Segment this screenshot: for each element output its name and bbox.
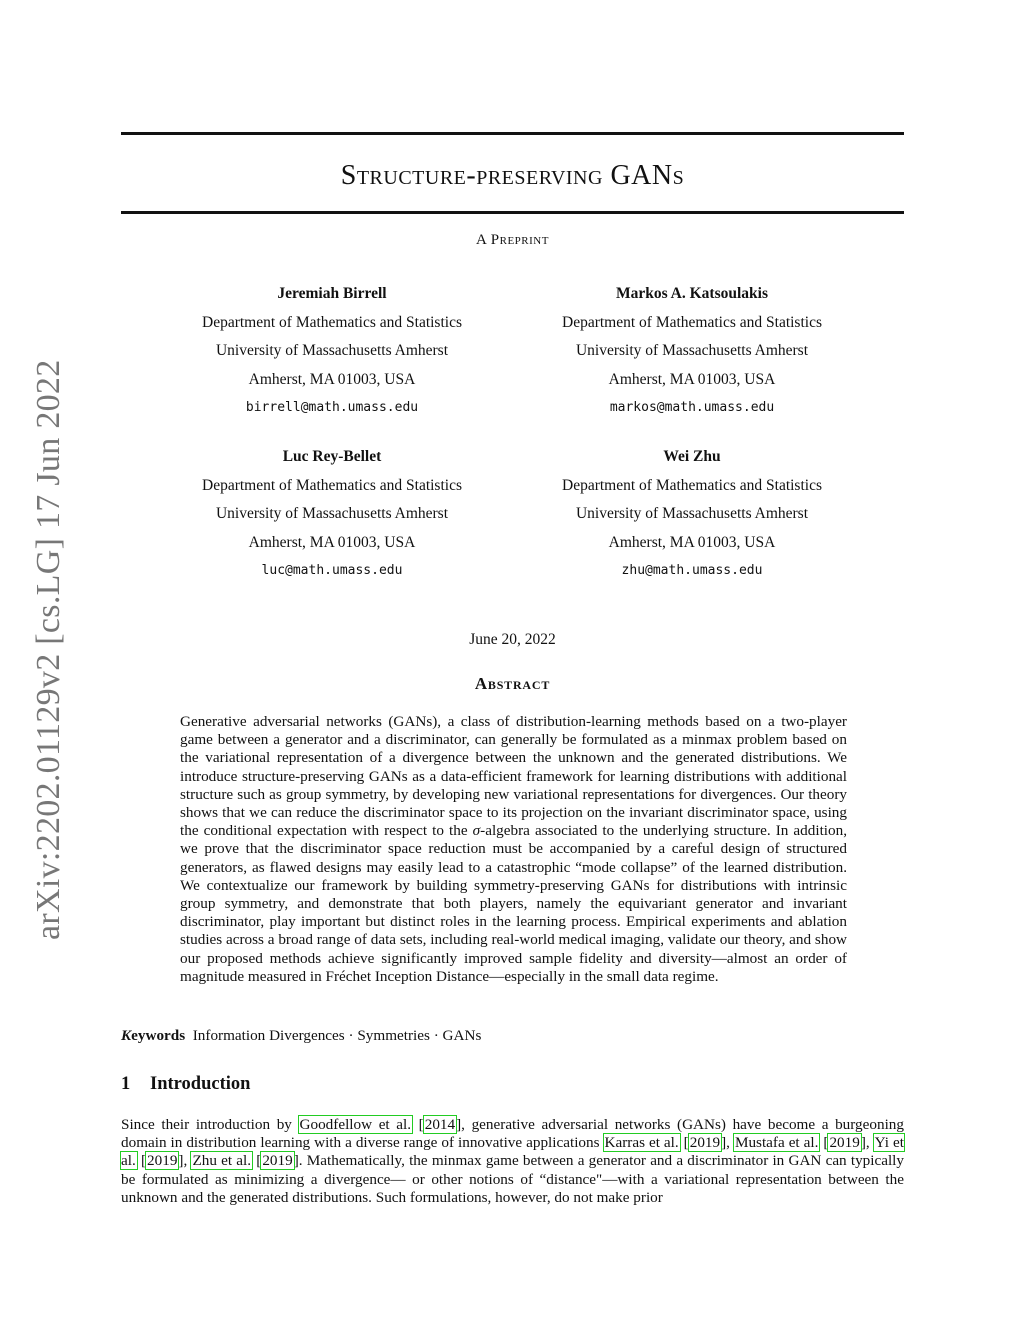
citation-link[interactable]: Mustafa et al.	[734, 1134, 819, 1152]
author-university: University of Massachusetts Amherst	[575, 505, 809, 522]
title-rule-top	[121, 132, 904, 135]
keywords-label: Keywords	[121, 1027, 186, 1044]
citation-year-link[interactable]: 2014	[424, 1116, 456, 1133]
author-email[interactable]: birrell@math.umass.edu	[245, 400, 419, 415]
citation-link[interactable]: Goodfellow et al.	[299, 1116, 412, 1133]
citation-year-link[interactable]: 2019	[689, 1134, 721, 1152]
paper-title: Structure-preserving GANs	[340, 160, 685, 191]
author-address: Amherst, MA 01003, USA	[248, 533, 416, 551]
citation-year-link[interactable]: 2019	[262, 1152, 293, 1170]
author-university: University of Massachusetts Amherst	[215, 342, 449, 359]
author-name: Wei Zhu	[663, 448, 721, 465]
keywords-line	[121, 1027, 904, 1045]
author-block	[162, 280, 502, 423]
sigma-symbol: σ	[472, 822, 481, 840]
author-department: Department of Mathematics and Statistics	[562, 313, 822, 331]
author-email[interactable]: luc@math.umass.edu	[261, 563, 403, 578]
paper-date: June 20, 2022	[469, 631, 556, 648]
keywords-text: Information Divergences · Symmetries · GANs	[192, 1027, 482, 1044]
arxiv-id-stamp: arXiv:2202.01129v2 [cs.LG] 17 Jun 2022	[30, 359, 67, 940]
author-name: Jeremiah Birrell	[277, 285, 387, 302]
citation-link[interactable]: Karras et al.	[604, 1134, 679, 1152]
preprint-label: A Preprint	[476, 232, 549, 248]
author-address: Amherst, MA 01003, USA	[248, 370, 416, 388]
author-address: Amherst, MA 01003, USA	[608, 533, 776, 551]
author-email[interactable]: zhu@math.umass.edu	[621, 563, 763, 578]
author-email[interactable]: markos@math.umass.edu	[609, 400, 775, 415]
author-department: Department of Mathematics and Statistics	[202, 476, 462, 494]
citation-link[interactable]: Zhu et al.	[192, 1152, 252, 1170]
author-university: University of Massachusetts Amherst	[575, 342, 809, 359]
author-block	[522, 280, 862, 423]
author-address: Amherst, MA 01003, USA	[608, 370, 776, 388]
citation-year-link[interactable]: 2019	[829, 1134, 860, 1152]
citation-link[interactable]: Yi et al.	[121, 1134, 904, 1170]
author-name: Luc Rey-Bellet	[282, 448, 382, 465]
author-university: University of Massachusetts Amherst	[215, 505, 449, 522]
citation-year-link[interactable]: 2019	[147, 1152, 178, 1170]
section-heading-introduction: 1 Introduction	[121, 1074, 251, 1094]
author-block	[162, 443, 502, 586]
author-name: Markos A. Katsoulakis	[615, 285, 768, 302]
author-department: Department of Mathematics and Statistics	[562, 476, 822, 494]
author-department: Department of Mathematics and Statistics	[202, 313, 462, 331]
abstract-heading: Abstract	[474, 674, 551, 693]
introduction-body: Since their introduction by Goodfellow et al. [2014], generative adversarial networks (GANs) have become a burgeoning domain in distribution learning with a diverse range of innovative applications Karras et al. [2019], Mustafa et al. [2019], Yi et al. [2019], Zhu et al. [2019]. Mathematically, the minmax game between a generator and a discriminator in GAN can typically be formulated as minimizing a divergence— or other notions of “distance"—with a variational representation between the unknown and the generated distributions. Such formulations, however, do not make prior	[121, 1116, 904, 1206]
title-rule-bottom	[121, 211, 904, 214]
abstract-body: Generative adversarial networks (GANs), a class of distribution-learning methods based on a two-player game between a generator and a discriminator, can generally be formulated as a minmax problem based on the variational representation of a divergence between the unknown and the generated distributions. We introduce structure-preserving GANs as a data-efficient framework for learning distributions with additional structure such as group symmetry, by developing new variational representations for divergences. Our theory shows that we can reduce the discriminator space to its projection on the invariant discriminator space, using the conditional expectation with respect to the σ-algebra associated to the underlying structure. In addition, we prove that the discriminator space reduction must be accompanied by a careful design of structured generators, as flawed designs may easily lead to a catastrophic “mode collapse” of the learned distribution. We contextualize our framework by building symmetry-preserving GANs for distributions with intrinsic group symmetry, and demonstrate that both players, namely the equivariant generator and invariant discriminator, play important but distinct roles in the learning process. Empirical experiments and ablation studies across a broad range of data sets, including real-world medical imaging, validate our theory, and show our proposed methods achieve significantly improved sample fidelity and diversity—almost an order of magnitude measured in Fréchet Inception Distance—especially in the small data regime.	[180, 713, 847, 985]
author-block	[522, 443, 862, 586]
